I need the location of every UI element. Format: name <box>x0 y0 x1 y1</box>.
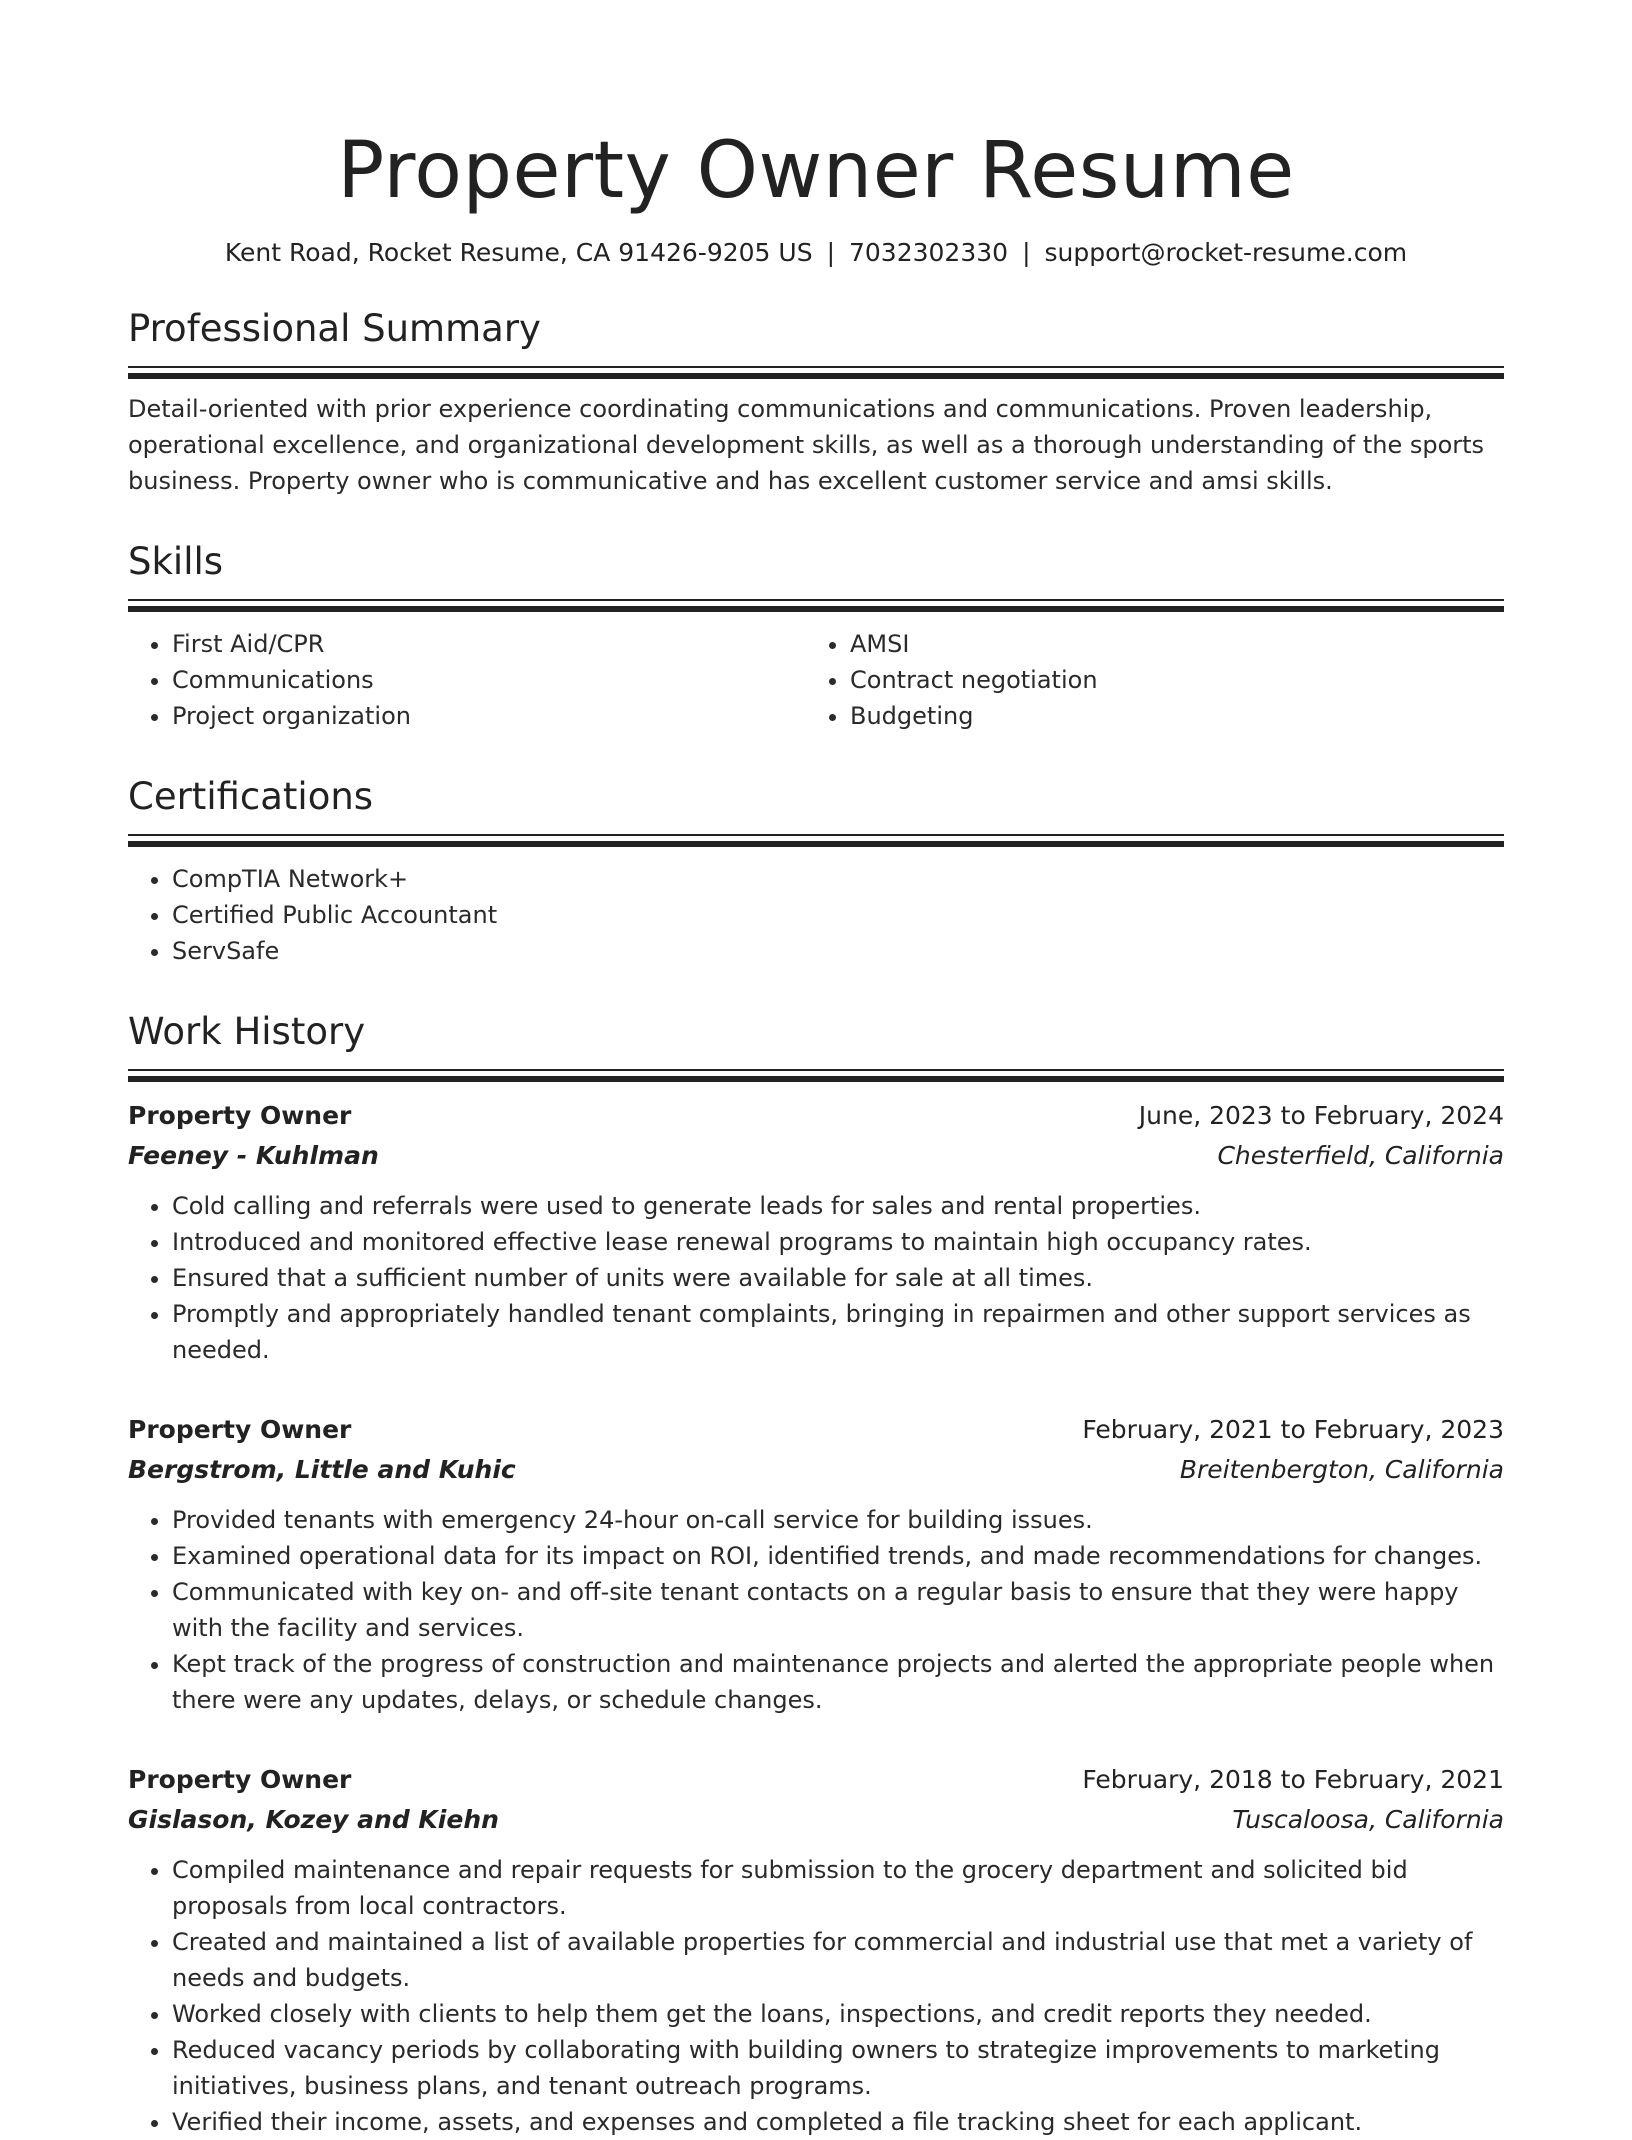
summary-section <box>128 306 1504 499</box>
certifications-list <box>128 861 1504 969</box>
job-bullet: • Worked closely with clients to help them get the loans, inspections, and credit reports they needed. <box>172 1996 1504 2032</box>
certifications-section <box>128 774 1504 969</box>
job-header-row <box>128 1096 1504 1136</box>
job-bullet: • Cold calling and referrals were used to generate leads for sales and rental properties. <box>172 1188 1504 1224</box>
job-location: Tuscaloosa, California <box>1232 1805 1504 1834</box>
job-company-row <box>128 1136 1504 1176</box>
job-dates: February, 2021 to February, 2023 <box>1082 1415 1504 1444</box>
skill-item: • Communications <box>172 662 806 698</box>
skill-item: • Project organization <box>172 698 806 734</box>
contact-phone: 7032302330 <box>849 238 1009 267</box>
job-title: Property Owner <box>128 1415 352 1444</box>
section-divider <box>128 834 1504 847</box>
job-company: Gislason, Kozey and Kiehn <box>128 1805 499 1834</box>
job-bullet: • Ensured that a sufficient number of units were available for sale at all times. <box>172 1260 1504 1296</box>
section-title-work-history: Work History <box>128 1010 366 1053</box>
resume-page <box>128 0 1504 2140</box>
job-bullet: • Reduced vacancy periods by collaborating with building owners to strategize improvements to marketing initiatives, business plans, and tenant outreach programs. <box>172 2032 1504 2104</box>
job-bullet: • Promptly and appropriately handled tenant complaints, bringing in repairmen and other support services as needed. <box>172 1296 1504 1368</box>
job-company-row <box>128 1450 1504 1490</box>
skills-list-right <box>806 626 1484 734</box>
job-title: Property Owner <box>128 1101 352 1130</box>
job-bullet: • Kept track of the progress of construction and maintenance projects and alerted the appropriate people when there were any updates, delays, or schedule changes. <box>172 1646 1504 1718</box>
job-dates: February, 2018 to February, 2021 <box>1082 1765 1504 1794</box>
contact-email: support@rocket-resume.com <box>1044 238 1408 267</box>
job-company: Bergstrom, Little and Kuhic <box>128 1455 516 1484</box>
job-bullet: • Compiled maintenance and repair requests for submission to the grocery department and solicited bid proposals from local contractors. <box>172 1852 1504 1924</box>
skills-column-right <box>806 626 1484 734</box>
job-title: Property Owner <box>128 1765 352 1794</box>
skills-column-left <box>128 626 806 734</box>
section-divider <box>128 366 1504 379</box>
job-bullet: • Verified their income, assets, and expenses and completed a file tracking sheet for each applicant. <box>172 2104 1504 2140</box>
contact-separator: | <box>826 238 835 267</box>
skills-section <box>128 539 1504 734</box>
work-history-section <box>128 1009 1504 2140</box>
job-location: Breitenbergton, California <box>1179 1455 1504 1484</box>
section-divider <box>128 599 1504 612</box>
job-bullet: • Examined operational data for its impact on ROI, identified trends, and made recommendations for changes. <box>172 1538 1504 1574</box>
skill-item: • Budgeting <box>850 698 1484 734</box>
job-company: Feeney - Kuhlman <box>128 1141 379 1170</box>
job-entry <box>128 1760 1504 2140</box>
job-dates: June, 2023 to February, 2024 <box>1138 1101 1504 1130</box>
job-bullets <box>128 1852 1504 2140</box>
summary-text: Detail-oriented with prior experience coordinating communications and communications. Proven leadership, operational excellence, and organizational development skills, as well as a thorough understanding of the sports business. Property owner who is communicative and has excellent customer service and amsi skills. <box>128 395 1485 495</box>
certification-item: • Certified Public Accountant <box>172 897 1504 933</box>
section-title-summary: Professional Summary <box>128 307 541 350</box>
section-title-certifications: Certifications <box>128 775 374 818</box>
job-entry <box>128 1410 1504 1718</box>
job-bullet: • Created and maintained a list of available properties for commercial and industrial use that met a variety of needs and budgets. <box>172 1924 1504 1996</box>
job-bullet: • Provided tenants with emergency 24-hour on-call service for building issues. <box>172 1502 1504 1538</box>
job-bullet: • Introduced and monitored effective lease renewal programs to maintain high occupancy rates. <box>172 1224 1504 1260</box>
contact-address: Kent Road, Rocket Resume, CA 91426-9205 US <box>224 238 813 267</box>
job-bullets <box>128 1502 1504 1718</box>
job-entry <box>128 1096 1504 1368</box>
job-header-row <box>128 1760 1504 1800</box>
skills-list-left <box>128 626 806 734</box>
job-header-row <box>128 1410 1504 1450</box>
skill-item: • AMSI <box>850 626 1484 662</box>
contact-line <box>128 236 1504 270</box>
certification-item: • ServSafe <box>172 933 1504 969</box>
section-divider <box>128 1069 1504 1082</box>
job-company-row <box>128 1800 1504 1840</box>
job-bullets <box>128 1188 1504 1368</box>
skill-item: • First Aid/CPR <box>172 626 806 662</box>
section-title-skills: Skills <box>128 540 224 583</box>
job-bullet: • Communicated with key on- and off-site tenant contacts on a regular basis to ensure that they were happy with the facility and services. <box>172 1574 1504 1646</box>
skills-grid <box>128 626 1504 734</box>
resume-title: Property Owner Resume <box>337 126 1295 216</box>
job-location: Chesterfield, California <box>1217 1141 1504 1170</box>
skill-item: • Contract negotiation <box>850 662 1484 698</box>
certification-item: • CompTIA Network+ <box>172 861 1504 897</box>
contact-separator: | <box>1022 238 1031 267</box>
